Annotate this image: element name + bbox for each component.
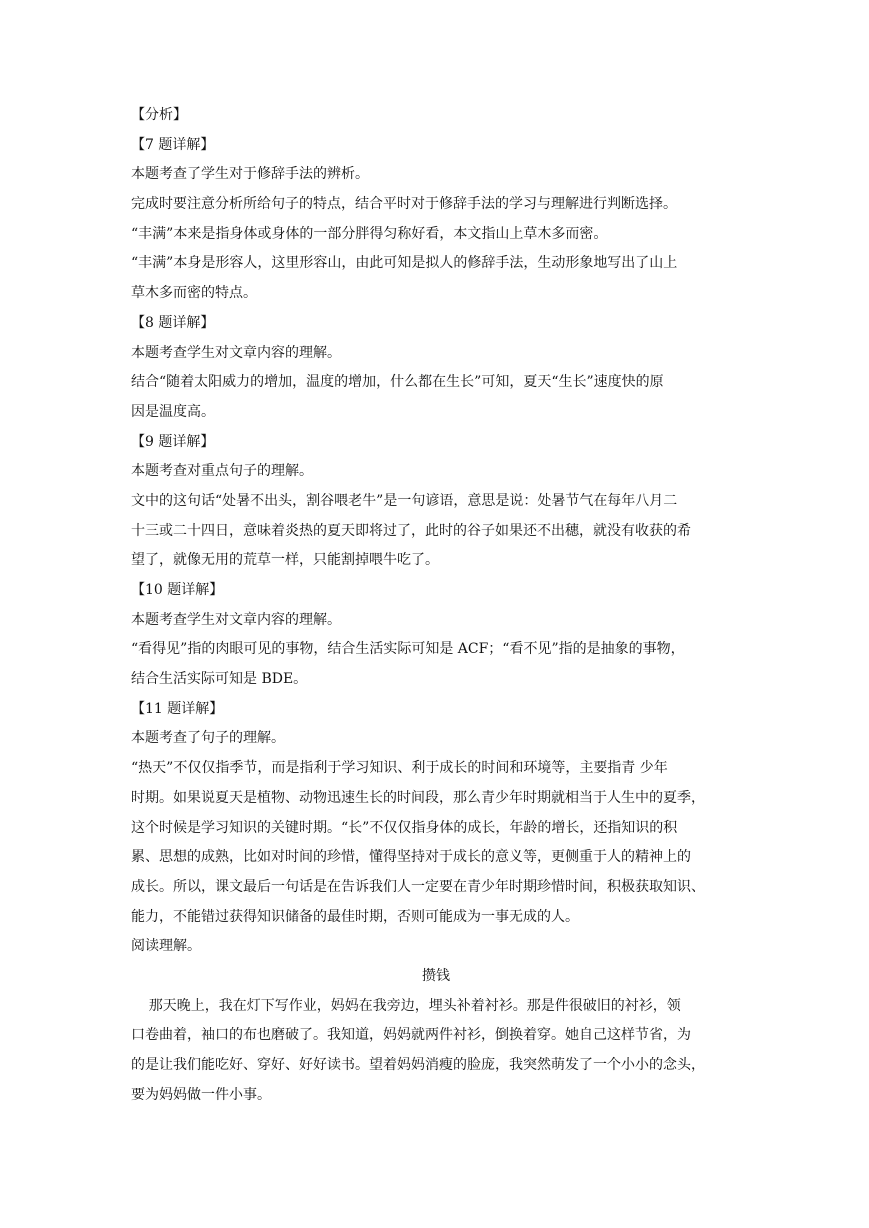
text-line: 因是温度高。 (131, 403, 215, 420)
text-line: “丰满”本来是指身体或身体的一部分胖得匀称好看，本文指山上草木多而密。 (131, 225, 608, 242)
passage-line: 要为妈妈做一件小事。 (131, 1086, 271, 1103)
question-9-heading: 【9 题详解】 (131, 433, 215, 450)
text-line: “热天”不仅仅指季节，而是指利于学习知识、利于成长的时间和环境等，主要指青 少年 (131, 760, 668, 777)
text-line: 这个时候是学习知识的关键时期。“长”不仅仅指身体的成长，年龄的增长，还指知识的积 (131, 819, 678, 836)
question-11-heading: 【11 题详解】 (131, 700, 224, 717)
text-line: “看得见”指的肉眼可见的事物，结合生活实际可知是 ACF；“看不见”指的是抽象的事物， (131, 641, 685, 658)
text-line: 完成时要注意分析所给句子的特点，结合平时对于修辞手法的学习与理解进行判断选择。 (131, 196, 677, 213)
text-line: 结合生活实际可知是 BDE。 (131, 671, 308, 688)
passage-title: 攒钱 (422, 967, 450, 984)
reading-comprehension-label: 阅读理解。 (131, 938, 201, 955)
document-content (131, 101, 741, 1110)
question-10-heading: 【10 题详解】 (131, 582, 224, 598)
text-line: 本题考查学生对文章内容的理解。 (131, 344, 341, 361)
text-line: 能力，不能错过获得知识储备的最佳时期，否则可能成为一事无成的人。 (131, 908, 579, 925)
text-line: 草木多而密的特点。 (131, 285, 257, 302)
section-heading-analysis: 【分析】 (131, 107, 187, 123)
passage-line: 口卷曲着，袖口的布也磨破了。我知道，妈妈就两件衬衫，倒换着穿。她自己这样节省，为 (131, 1027, 691, 1044)
text-line: 结合“随着太阳威力的增加，温度的增加，什么都在生长”可知，夏天“生长”速度快的原 (131, 374, 664, 391)
text-line: 本题考查对重点句子的理解。 (131, 463, 313, 480)
text-line: 本题考查了学生对于修辞手法的辨析。 (131, 166, 369, 183)
text-line: 累、思想的成熟，比如对时间的珍惜，懂得坚持对于成长的意义等，更侧重于人的精神上的 (131, 849, 691, 866)
text-line: 时期。如果说夏天是植物、动物迅速生长的时间段，那么青少年时期就相当于人生中的夏季， (131, 789, 705, 806)
text-line: 本题考查学生对文章内容的理解。 (131, 611, 341, 628)
passage-line: 那天晚上，我在灯下写作业，妈妈在我旁边，埋头补着衬衫。那是件很破旧的衬衫，领 (131, 997, 681, 1014)
text-line: 望了，就像无用的荒草一样，只能割掉喂牛吃了。 (131, 552, 439, 569)
text-line: 成长。所以，课文最后一句话是在告诉我们人一定要在青少年时期珍惜时间，积极获取知识、 (131, 878, 705, 895)
text-line: 十三或二十四日，意味着炎热的夏天即将过了，此时的谷子如果还不出穗，就没有收获的希 (131, 522, 691, 539)
text-line: 本题考查了句子的理解。 (131, 730, 285, 747)
question-8-heading: 【8 题详解】 (131, 314, 215, 331)
text-line: 文中的这句话“处暑不出头，割谷喂老牛”是一句谚语，意思是说：处暑节气在每年八月二 (131, 492, 678, 509)
question-7-heading: 【7 题详解】 (131, 136, 215, 153)
text-line: “丰满”本身是形容人，这里形容山，由此可知是拟人的修辞手法，生动形象地写出了山上 (131, 255, 678, 272)
passage-line: 的是让我们能吃好、穿好、好好读书。望着妈妈消瘦的脸庞，我突然萌发了一个小小的念头， (131, 1057, 705, 1073)
